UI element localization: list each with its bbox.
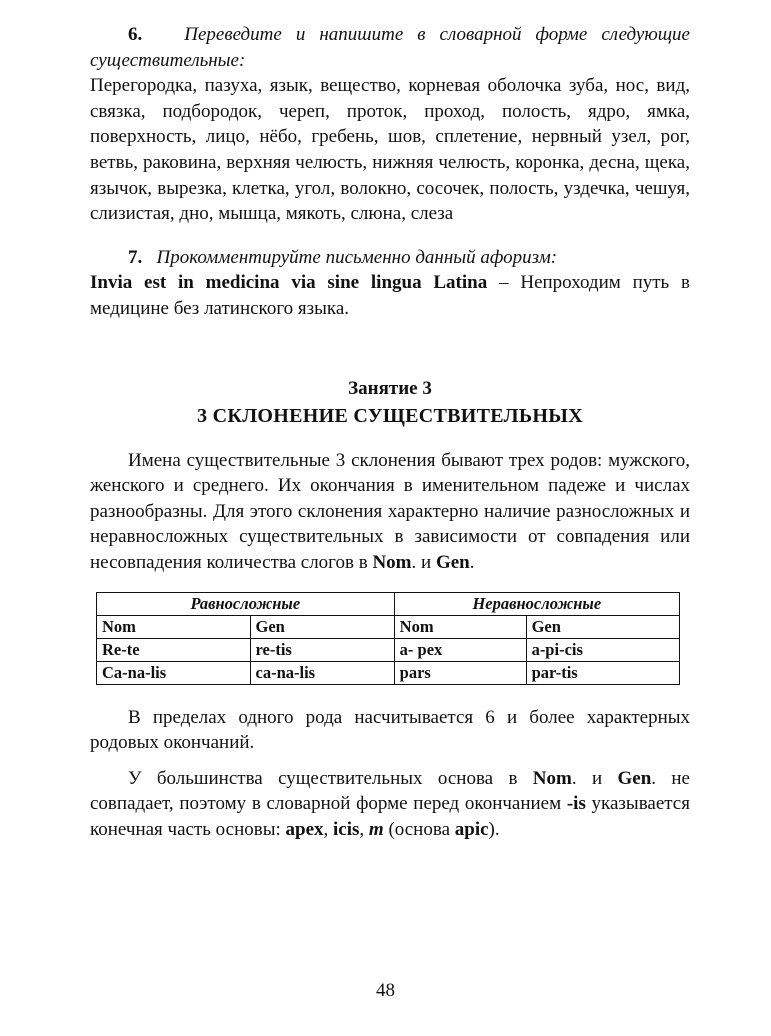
stem-text-4: указывается конечная часть основы: xyxy=(90,793,690,840)
col-header: Nom xyxy=(394,615,526,638)
stem-gen: Gen xyxy=(617,767,652,789)
stem-nom: Nom xyxy=(532,767,572,789)
example-comma-1: , xyxy=(323,818,334,840)
stem-text-3: . не совпадает, поэтому в словарной форме перед окончанием xyxy=(90,767,690,815)
intro-end: . xyxy=(469,551,475,573)
stem-text-2: . и xyxy=(571,767,618,789)
page-content xyxy=(90,22,690,842)
exercise-6-prompt xyxy=(90,22,690,73)
table-header-row xyxy=(97,615,680,638)
table-cell: Re-te xyxy=(97,638,251,661)
example-icis: icis xyxy=(333,818,360,840)
paragraph-endings: В пределах одного рода насчитывается 6 и более характерных родовых окончаний. xyxy=(90,706,690,754)
col-header: Nom xyxy=(97,615,251,638)
table-cell: a-pi-cis xyxy=(526,638,679,661)
intro-mid: . и xyxy=(411,551,436,573)
aphorism-translation: Непроходим путь в медицине без латинского языка. xyxy=(90,272,690,319)
table-row xyxy=(97,661,680,684)
intro-paragraph xyxy=(90,448,690,576)
stem-text-5: (основа xyxy=(383,818,455,840)
exercise-7-number: 7. xyxy=(128,246,143,268)
table-row xyxy=(97,638,680,661)
exercise-6-task: Переведите и напишите в словарной форме следующие существительные: xyxy=(90,24,690,71)
intro-text: Имена существительные 3 склонения бывают трех родов: мужского, женского и среднего. Их окончания в именительном падеже и числах разнообразны. Для этого склонения характерно наличие разносложных и неравносложных существительных в зависимости от совпадения или несовпадения количества слогов в xyxy=(90,449,690,573)
table-cell: a- pex xyxy=(394,638,526,661)
paragraph-stem xyxy=(90,766,690,843)
exercise-7-aphorism xyxy=(90,270,690,321)
latin-aphorism: Invia est in medicina via sine lingua Latina xyxy=(90,272,488,294)
stem-text-1: У большинства существительных основа в xyxy=(128,767,533,789)
example-apex: apex xyxy=(285,818,324,840)
intro-gen: Gen xyxy=(435,551,470,573)
example-gender: m xyxy=(368,818,384,840)
exercise-6-words: Перегородка, пазуха, язык, вещество, корневая оболочка зуба, нос, вид, связка, подбородок, череп, проток, проход, полость, ядро, ямка, поверхность, лицо, нёбо, гребень, шов, сплетение, нервный узел, рог, ветвь, раковина, верхняя челюсть, нижняя челюсть, коронка, десна, щека, язычок, вырезка, клетка, угол, волокно, сосочек, полость, уздечка, чешуя, слизистая, дно, мышца, мякоть, слюна, слеза xyxy=(90,75,690,225)
lesson-title: 3 СКЛОНЕНИЕ СУЩЕСТВИТЕЛЬНЫХ xyxy=(197,404,583,427)
exercise-7-task: Прокомментируйте письменно данный афоризм: xyxy=(156,246,558,268)
page-number: 48 xyxy=(376,980,395,1001)
group-header-unequal: Неравносложные xyxy=(394,592,679,615)
col-header: Gen xyxy=(250,615,394,638)
stem-text-6: ). xyxy=(488,818,500,840)
intro-nom: Nom xyxy=(372,551,412,573)
table-cell: pars xyxy=(394,661,526,684)
stem-ending: -is xyxy=(566,793,586,815)
table-cell: re-tis xyxy=(250,638,394,661)
col-header: Gen xyxy=(526,615,679,638)
table-cell: ca-na-lis xyxy=(250,661,394,684)
aphorism-dash: – xyxy=(487,272,521,294)
example-stem: apic xyxy=(454,818,489,840)
exercise-7-prompt xyxy=(90,245,690,271)
table-cell: par-tis xyxy=(526,661,679,684)
exercise-6-number: 6. xyxy=(128,24,143,45)
table-cell: Ca-na-lis xyxy=(97,661,251,684)
table-group-row xyxy=(97,592,680,615)
lesson-label: Занятие 3 xyxy=(348,377,432,399)
example-comma-2: , xyxy=(359,818,369,840)
group-header-equal: Равносложные xyxy=(97,592,395,615)
declension-table xyxy=(96,592,680,685)
